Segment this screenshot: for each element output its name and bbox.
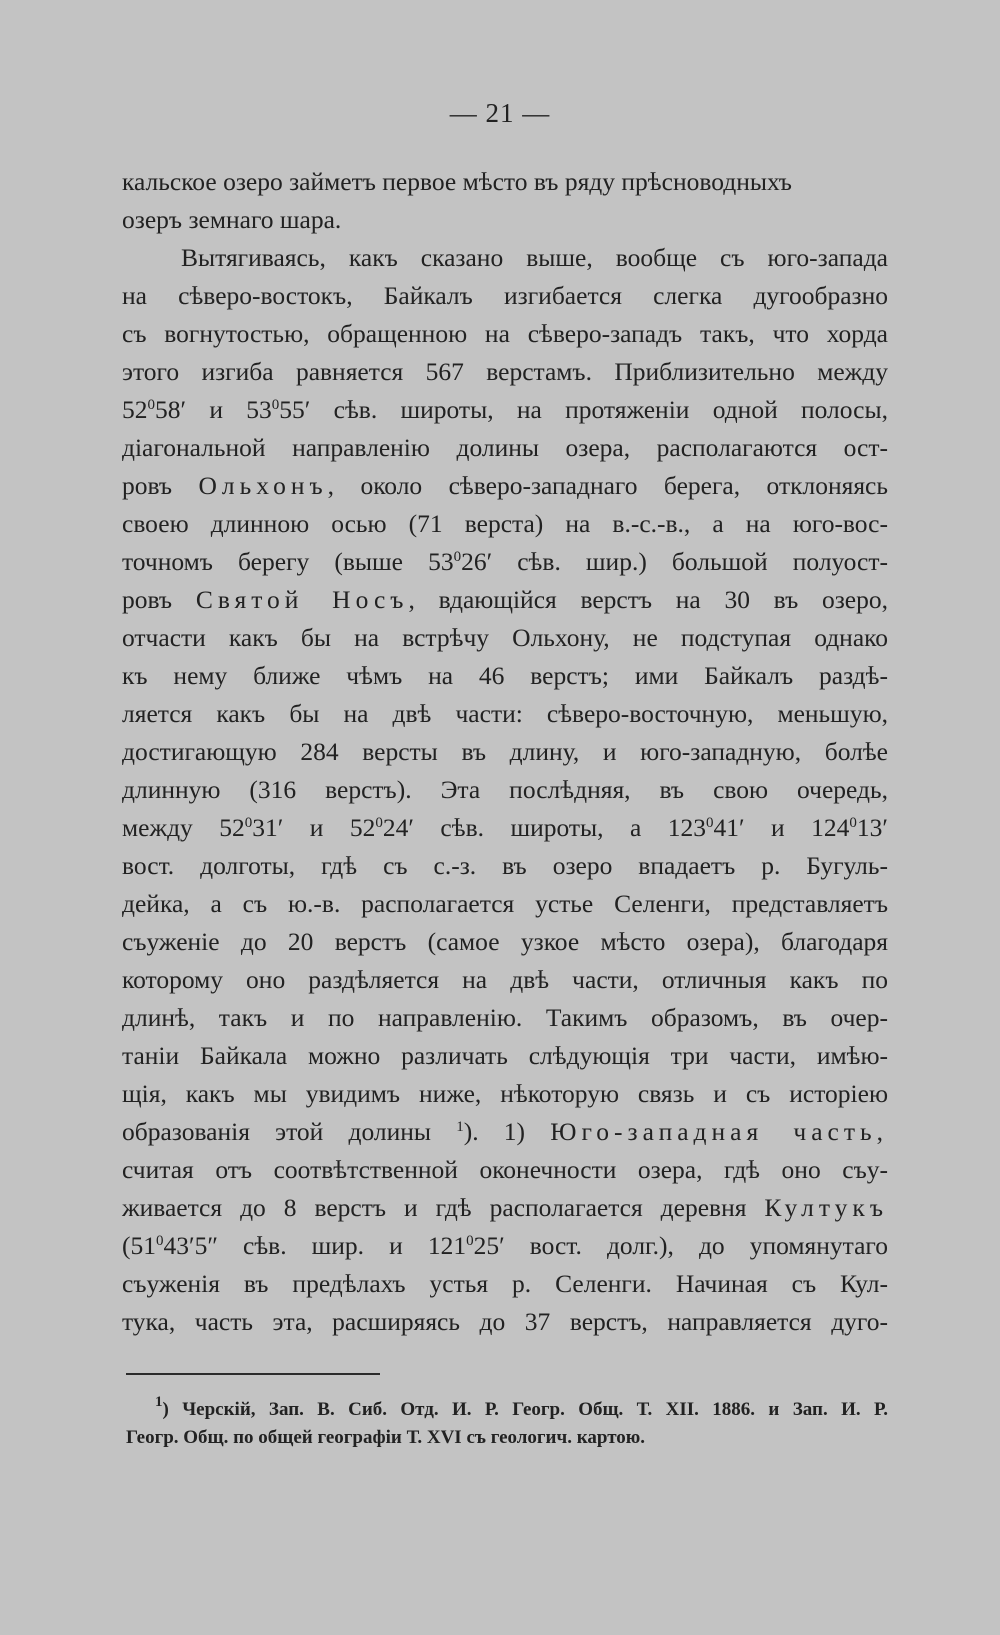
footnote-line: $^1$) Черскій, Зап. В. Сиб. Отд. И. Р. Геогр. Общ. Т. XII. 1886. и Зап. И. Р. bbox=[155, 1394, 888, 1420]
text-line: живается до 8 верстъ и гдѣ располагается деревня Култукъ bbox=[122, 1193, 888, 1222]
footnote-rule bbox=[126, 1373, 380, 1375]
text-line: ровъ Ольхонъ, около сѣверо-западнаго берега, отклоняясь bbox=[122, 471, 888, 500]
text-line: съуженіе до 20 верстъ (самое узкое мѣсто озера), благодаря bbox=[122, 927, 888, 956]
text-line: достигающую 284 версты въ длину, и юго-западную, болѣе bbox=[122, 737, 888, 766]
text-line: отчасти какъ бы на встрѣчу Ольхону, не подступая однако bbox=[122, 623, 888, 652]
text-line: считая отъ соотвѣтственной оконечности озера, гдѣ оно съу- bbox=[122, 1155, 888, 1184]
text-line: озеръ земнаго шара. bbox=[122, 205, 342, 234]
text-line: щія, какъ мы увидимъ ниже, нѣкоторую связь и съ исторіею bbox=[122, 1079, 888, 1108]
text-line: $52^058'$ и $53^055'$ сѣв. широты, на протяженіи одной полосы, bbox=[122, 395, 888, 424]
text-line: къ нему ближе чѣмъ на 46 верстъ; ими Байкалъ раздѣ- bbox=[122, 661, 888, 690]
text-line: между $52^031'$ и $52^024'$ сѣв. широты, а $123^041'$ и $124^013'$ bbox=[122, 813, 888, 842]
text-line: на сѣверо-востокъ, Байкалъ изгибается слегка дугообразно bbox=[122, 281, 888, 310]
text-line: образованія этой долины $^1$). 1) Юго-западная часть, bbox=[122, 1117, 889, 1146]
text-line: вост. долготы, гдѣ съ с.-з. въ озеро впадаетъ р. Бугуль- bbox=[122, 851, 888, 880]
text-line: точномъ берегу (выше $53^026'$ сѣв. шир.) большой полуост- bbox=[122, 547, 888, 576]
page-number: — 21 — bbox=[449, 98, 551, 128]
text-line: которому оно раздѣляется на двѣ части, отличныя какъ по bbox=[122, 965, 888, 994]
text-line: этого изгиба равняется 567 верстамъ. Приблизительно между bbox=[122, 357, 888, 386]
text-line: діагональной направленію долины озера, располагаются ост- bbox=[122, 433, 888, 462]
text-line: ляется какъ бы на двѣ части: сѣверо-восточную, меньшую, bbox=[122, 699, 888, 728]
text-line: тука, часть эта, расширяясь до 37 верстъ, направляется дуго- bbox=[122, 1307, 888, 1336]
text-line: съ вогнутостью, обращенною на сѣверо-западъ такъ, что хорда bbox=[122, 319, 888, 348]
text-line: кальское озеро займетъ первое мѣсто въ ряду прѣсноводныхъ bbox=[122, 167, 792, 196]
text-line: таніи Байкала можно различать слѣдующія три части, имѣю- bbox=[122, 1041, 888, 1070]
text-line: съуженія въ предѣлахъ устья р. Селенги. Начиная съ Кул- bbox=[122, 1269, 888, 1298]
text-line: Вытягиваясь, какъ сказано выше, вообще съ юго-запада bbox=[181, 243, 888, 272]
text-line: ($51^043'5''$ сѣв. шир. и $121^025'$ вост. долг.), до упомянутаго bbox=[122, 1231, 888, 1260]
text-line: своею длинною осью (71 верста) на в.-с.-в., а на юго-вос- bbox=[122, 509, 888, 538]
text-line: дейка, а съ ю.-в. располагается устье Селенги, представляетъ bbox=[122, 889, 888, 918]
text-line: длинную (316 верстъ). Эта послѣдняя, въ свою очередь, bbox=[122, 775, 888, 804]
text-line: ровъ Святой Носъ, вдающійся верстъ на 30 въ озеро, bbox=[122, 585, 889, 614]
text-line: длинѣ, такъ и по направленію. Такимъ образомъ, въ очер- bbox=[122, 1003, 888, 1032]
footnote-line: Геогр. Общ. по общей географіи Т. XVI съ геологич. картою. bbox=[126, 1427, 646, 1448]
